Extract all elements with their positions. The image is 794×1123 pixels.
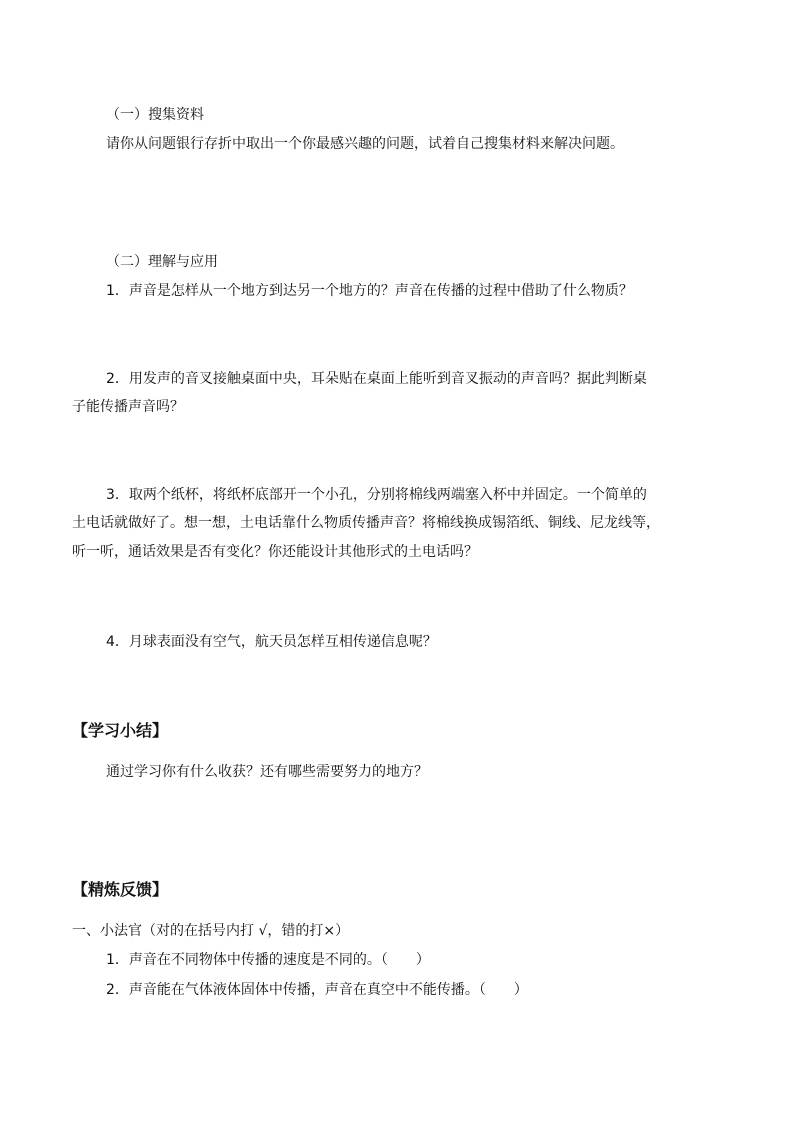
question-3-line-2: 土电话就做好了。想一想，土电话靠什么物质传播声音？将棉线换成锡箔纸、铜线、尼龙线等， [72,515,660,531]
question-4: 4．月球表面没有空气，航天员怎样互相传递信息呢？ [106,634,437,650]
feedback-part-1: 一、小法官（对的在括号内打 √，错的打×） [72,923,350,939]
summary-text: 通过学习你有什么收获？还有哪些需要努力的地方？ [106,764,428,780]
question-1: 1．声音是怎样从一个地方到达另一个地方的？声音在传播的过程中借助了什么物质？ [106,283,633,299]
section-heading-apply: （二）理解与应用 [106,254,218,270]
feedback-item-2: 2．声音能在气体液体固体中传播，声音在真空中不能传播。（ ） [106,982,528,998]
question-3-line-3: 听一听，通话效果是否有变化？你还能设计其他形式的土电话吗？ [72,544,478,560]
summary-heading: 【学习小结】 [72,721,169,740]
feedback-heading: 【精炼反馈】 [72,880,169,899]
question-3-line-1: 3．取两个纸杯，将纸杯底部开一个小孔，分别将棉线两端塞入杯中并固定。一个简单的 [106,487,647,503]
question-2-line-1: 2．用发声的音叉接触桌面中央，耳朵贴在桌面上能听到音叉振动的声音吗？据此判断桌 [106,371,647,387]
section-heading-collect: （一）搜集资料 [106,107,204,123]
question-2-line-2: 子能传播声音吗？ [72,399,184,415]
feedback-item-1: 1．声音在不同物体中传播的速度是不同的。（ ） [106,952,430,968]
collect-instruction: 请你从问题银行存折中取出一个你最感兴趣的问题，试着自己搜集材料来解决问题。 [106,136,624,152]
